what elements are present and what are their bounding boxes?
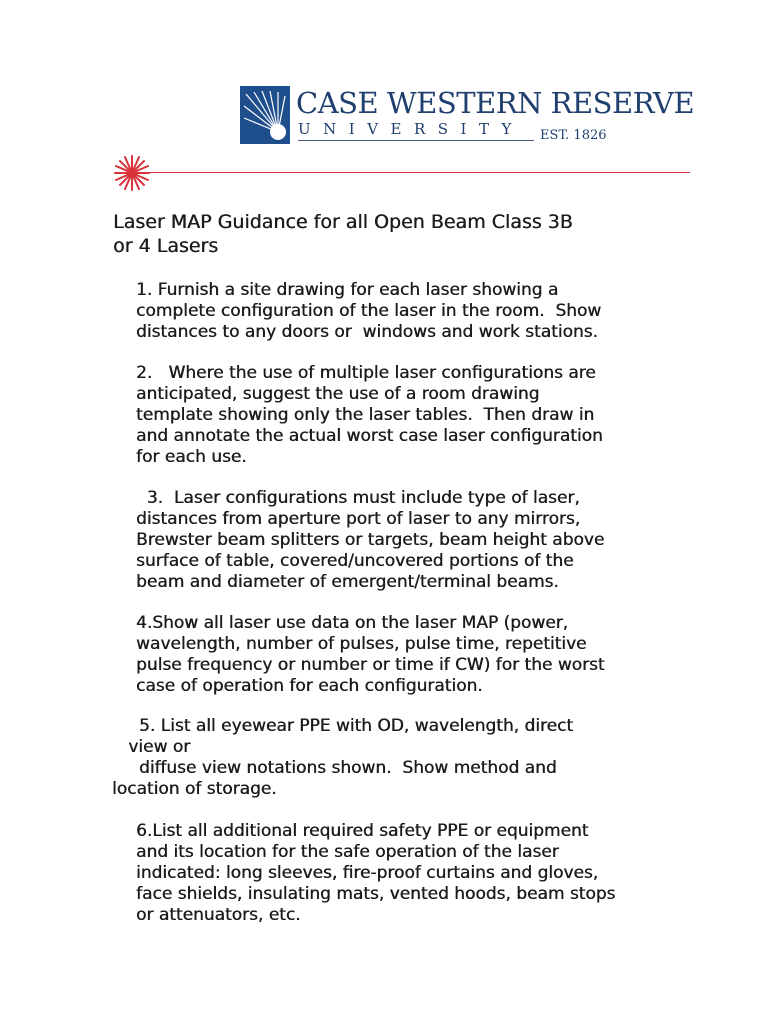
page-title: Laser MAP Guidance for all Open Beam Class 3B or 4 Lasers [113,211,573,257]
logo-established: EST. 1826 [540,128,607,143]
logo-university-line: UNIVERSITY [298,120,524,138]
guidance-item-1: 1. Furnish a site drawing for each laser showing a complete configuration of the laser in the room. Show distances to any doors or windows and work stations. [136,280,602,342]
university-seal-icon [240,86,290,144]
guidance-item-3: 3. Laser configurations must include type of laser, distances from aperture port of laser to any mirrors, Brewster beam splitters or targets, beam height above surface of table, covered/uncovered portions of the beam and diameter of emergent/terminal beams. [136,488,605,592]
university-logo [240,84,695,146]
laser-starburst-icon [112,153,152,193]
guidance-item-4: 4.Show all laser use data on the laser MAP (power, wavelength, number of pulses, pulse time, repetitive pulse frequency or number or time if CW) for the worst case of operation for each configuration. [136,613,605,696]
guidance-item-2: 2. Where the use of multiple laser configurations are anticipated, suggest the use of a room drawing template showing only the laser tables. Then draw in and annotate the actual worst case laser configuration for each use. [136,363,603,467]
laser-rule-line [148,172,690,173]
logo-divider [298,140,534,141]
guidance-item-6: 6.List all additional required safety PPE or equipment and its location for the safe operation of the laser indicated: long sleeves, fire-proof curtains and gloves, face shields, insulating mats, vented hoods, beam stops or attenuators, etc. [136,821,616,925]
logo-name-line: CASE WESTERN RESERVE [296,86,695,120]
guidance-item-5: 5. List all eyewear PPE with OD, wavelength, direct view or diffuse view notations shown. Show method and location of storage. [112,716,574,799]
